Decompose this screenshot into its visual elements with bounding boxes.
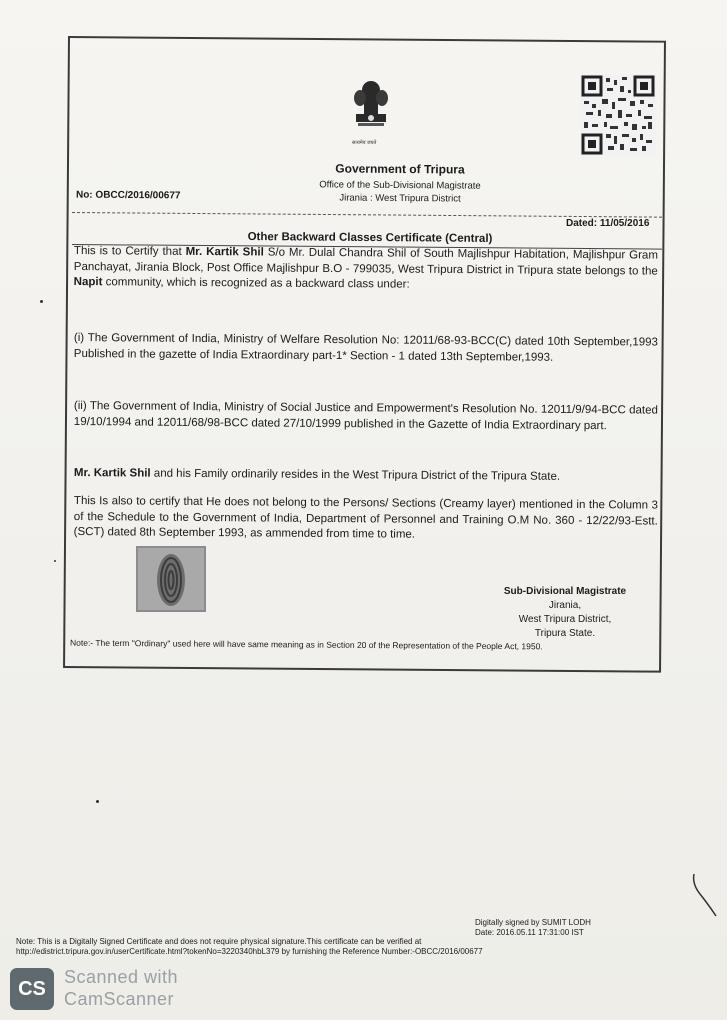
resolution-paragraph-1: (i) The Government of India, Ministry of Welfare Resolution No: 12011/68-93-BCC(C) dated 10th September,1993 Published in the gazette of India Extraordinary part-1* Section - 1 dated 13th September,1993. [73, 331, 658, 364]
ordinary-term-note: Note:- The term "Ordinary" used here will have same meaning as in Section 20 of the Representation of the People Act, 1950. [69, 637, 543, 652]
holder-name: Mr. Kartik Shil [185, 245, 264, 259]
verification-note [16, 937, 636, 957]
camscanner-watermark [64, 966, 178, 1010]
issuing-office: Office of the Sub-Divisional Magistrate [319, 179, 481, 192]
digital-signature [475, 918, 591, 938]
verification-note-line-1: Note: This is a Digitally Signed Certificate and does not require physical signature.This certificate can be verified at [16, 937, 422, 946]
signatory-line-3: Tripura State. [534, 628, 596, 639]
certificate-title: Other Backward Classes Certificate (Central) [247, 231, 493, 245]
signatory-line-2: West Tripura District, [518, 614, 612, 625]
watermark-line-2: CamScanner [64, 989, 175, 1009]
holder-details: S/o Mr. Dulal Chandra Shil of South Majlishpur Habitation, Majlishpur Gram Panchayat, Jirania Block, Post Office Majlishpur B.O - 799035, West Tripura District in Tripura state belongs to the [73, 246, 658, 278]
emblem-caption: सत्यमेव जयते [352, 140, 377, 146]
pen-mark-icon [690, 870, 720, 920]
scan-speck [96, 800, 99, 803]
signatory-line-1: Jirania, [548, 600, 582, 611]
digital-sign-date: Date: 2016.05.11 17:31:00 IST [475, 928, 584, 937]
issuing-government: Government of Tripura [335, 161, 465, 177]
scan-speck [54, 560, 56, 562]
state-emblem-icon [348, 76, 394, 148]
creamy-layer-paragraph: This Is also to certify that He does not belong to the Persons/ Sections (Creamy layer) mentioned in the Column 3 of the Schedule to the Government of India, Department of Personnel and Training O.M No. 360 - 12/22/93-Estt. (SCT) dated 8th September 1993, as ammended from time to time. [73, 494, 658, 541]
scan-speck [40, 300, 43, 303]
camscanner-logo: CS [10, 968, 54, 1010]
digital-signed-by: Digitally signed by SUMIT LODH [475, 918, 591, 927]
watermark-line-1: Scanned with [64, 967, 179, 987]
community-recognition: community, which is recognized as a backward class under: [102, 276, 410, 291]
certificate-number: No: OBCC/2016/00677 [75, 189, 181, 202]
verification-note-line-2: http://edistrict.tripura.gov.in/userCertificate.html?tokenNo=3220340hbL379 by furnishing the Reference Number:-OBCC/2016/00677 [16, 947, 483, 956]
thumbprint-photo-icon [136, 546, 206, 612]
holder-name-residence: Mr. Kartik Shil [73, 466, 151, 480]
signatory-block [470, 585, 660, 641]
certify-intro: This is to Certify that [73, 244, 186, 258]
issuing-location: Jirania : West Tripura District [339, 192, 461, 205]
community-name: Napit [73, 275, 103, 289]
certification-paragraph [74, 244, 658, 295]
residence-text: and his Family ordinarily resides in the West Tripura District of the Tripura State. [150, 467, 561, 483]
signatory-title: Sub-Divisional Magistrate [503, 586, 627, 597]
resolution-paragraph-2: (ii) The Government of India, Ministry of Social Justice and Empowerment's Resolution No. 12011/9/94-BCC dated 19/10/1994 and 12011/68/98-BCC dated 27/10/1999 published in the Gazette of India Extraordinary part. [73, 399, 658, 432]
issue-date: Dated: 11/05/2016 [566, 218, 650, 229]
qr-code-icon [580, 74, 656, 156]
